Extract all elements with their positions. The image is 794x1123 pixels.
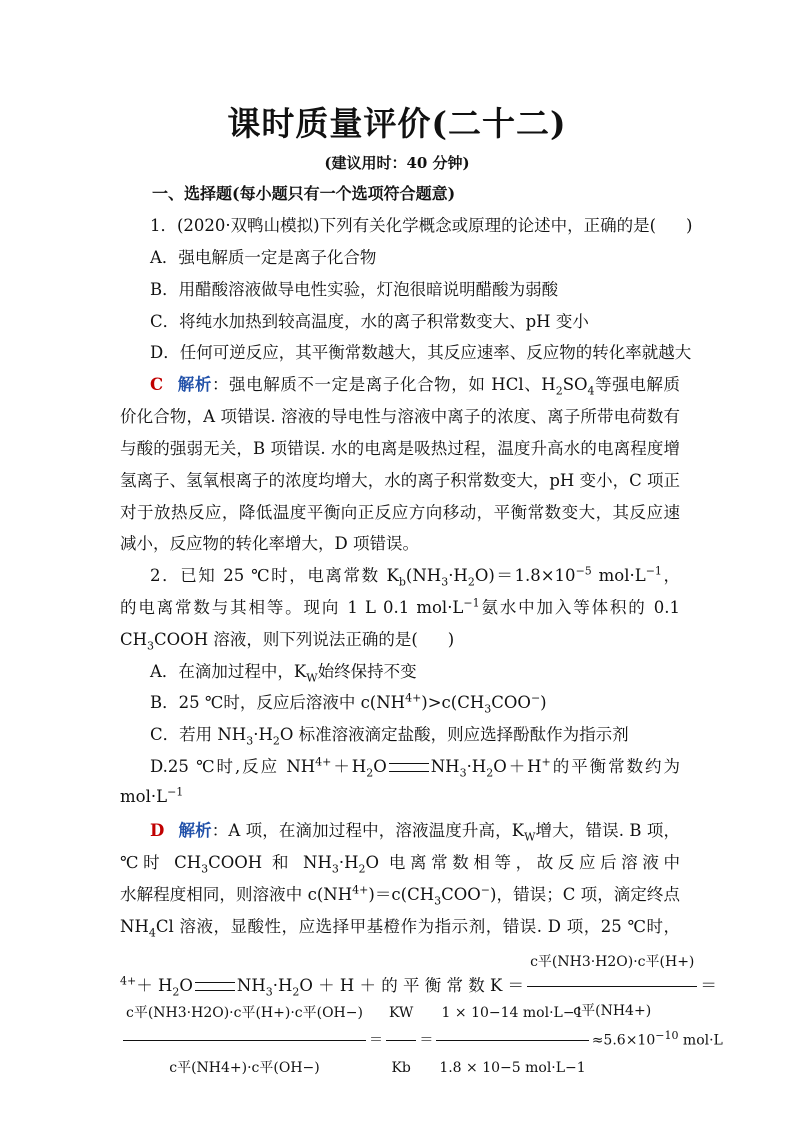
q2-option-b: B．25 ℃时，反应后溶液中 $c(NH^{4+})>c(CH_3COO^-)$ — [150, 691, 547, 716]
q2-option-a: A．在滴加过程中，$K_W$始终保持不变 — [150, 662, 417, 685]
q2-derivation: $\frac{\text{c平(NH3·H2O)·c平(H+)·c平(OH−)}}{\text{c平(NH4+)·c平(OH−)}}$ ＝ $\frac{KW}{Kb}$ ＝ $\frac{\text{1 × 10−14 mol·L−1}}{\text{1.8 × 10−5 mol·L−1}}$ $\approx 5.6\times 10^{-10}$ mol·L — [120, 988, 680, 1038]
q1-explanation-line: 与酸的强弱无关，B 项错误. 水的电离是吸热过程，温度升高水的电离程度增 — [120, 439, 680, 458]
q1-explanation-line: 减小，反应物的转化率增大，D 项错误。 — [120, 534, 419, 553]
jiexi-label: 解析 — [178, 821, 212, 840]
q1-answer: C — [150, 375, 164, 394]
fraction: $\frac{KW}{Kb}$ — [386, 988, 416, 1093]
q2-stem-line: 的电离常数与其相等。现向 1 L 0.1 $mol\cdot L^{-1}$氨水中加入等体积的 0.1 — [120, 597, 680, 617]
q1-option-a: A．强电解质一定是离子化合物 — [150, 248, 377, 267]
q2-option-d-cont: $mol\cdot L^{-1}$ — [120, 785, 184, 806]
fraction: $\frac{\text{c平(NH3·H2O)·c平(H+)}}{\text{c平(NH4+)}}$ — [527, 940, 697, 1033]
q1-option-d: D．任何可逆反应，其平衡常数越大，其反应速率、反应物的转化率就越大 — [150, 343, 692, 362]
q2-stem-line: $CH_3COOH$ 溶液，则下列说法正确的是( ) — [120, 630, 455, 653]
q1-explanation-line: 氢离子、氢氧根离子的浓度均增大，水的离子积常数变大，pH 变小，C 项正 — [120, 471, 680, 490]
q1-stem: 1．(2020·双鸭山模拟)下列有关化学概念或原理的论述中，正确的是( ) — [150, 216, 693, 235]
q1-option-c: C．将纯水加热到较高温度，水的离子积常数变大、pH 变小 — [150, 312, 589, 331]
fraction: $\frac{\text{c平(NH3·H2O)·c平(H+)·c平(OH−)}}{\text{c平(NH4+)·c平(OH−)}}$ — [123, 988, 366, 1093]
q1-explanation-line: 对于放热反应，降低温度平衡向正反应方向移动，平衡常数变大，其反应速 — [120, 503, 680, 522]
q2-explanation-line: $NH_4Cl$ 溶液，显酸性，应选择甲基橙作为指示剂，错误. D 项，25 ℃时， — [120, 917, 680, 938]
q2-option-c: C．若用 $NH_3\cdot H_2O$ 标准溶液滴定盐酸，则应选择酚酞作为指示剂 — [150, 725, 629, 748]
q2-equilibrium-constant: $^{4+}+ H_2O$ $NH_3\cdot H_2O + H$ ＋ 的 平 衡 常 数 K ＝ $\frac{\text{c平(NH3·H2O)·c平(H+)}}{\text{c平(NH4+)}}$ ＝ — [120, 940, 680, 984]
q2-stem: 2．已知 25 ℃时，电离常数 $K_b(NH_3\cdot H_2O)=1.8\times 10^{-5}$ $mol\cdot L^{-1}$， — [150, 565, 680, 587]
page-title: 课时质量评价(二十二) — [227, 104, 567, 143]
q2-explanation-line: 水解程度相同，则溶液中 $c(NH^{4+})=c(CH_3COO^-)$，错误；C 项，滴定终点 — [120, 884, 680, 906]
fraction: $\frac{\text{1 × 10−14 mol·L−1}}{\text{1.8 × 10−5 mol·L−1}}$ — [436, 988, 588, 1093]
suggested-time: (建议用时：40 分钟) — [324, 154, 470, 172]
q1-explanation-line: 价化合物，A 项错误. 溶液的导电性与溶液中离子的浓度、离子所带电荷数有 — [120, 407, 680, 426]
q1-explanation: C 解析：强电解质不一定是离子化合物，如 HCl、$H_2SO_4$等强电解质 — [150, 375, 680, 396]
q2-answer: D — [150, 821, 165, 840]
q2-explanation-line: ℃时 $CH_3COOH$ 和 $NH_3\cdot H_2O$ 电离常数相等，故反应后溶液中 — [120, 853, 680, 874]
q2-option-d: D.25 ℃时,反应 $NH^{4+}+H_2O$ $NH_3\cdot H_2O+H^+$的平衡常数约为 — [150, 756, 680, 778]
jiexi-label: 解析 — [177, 375, 212, 394]
section-heading: 一、选择题(每小题只有一个选项符合题意) — [152, 184, 456, 203]
q2-explanation: D 解析：A 项，在滴加过程中，溶液温度升高，$K_W$增大，错误. B 项， — [150, 821, 680, 842]
q1-option-b: B．用醋酸溶液做导电性实验，灯泡很暗说明醋酸为弱酸 — [150, 280, 559, 299]
equilibrium-arrow-icon — [389, 763, 429, 772]
